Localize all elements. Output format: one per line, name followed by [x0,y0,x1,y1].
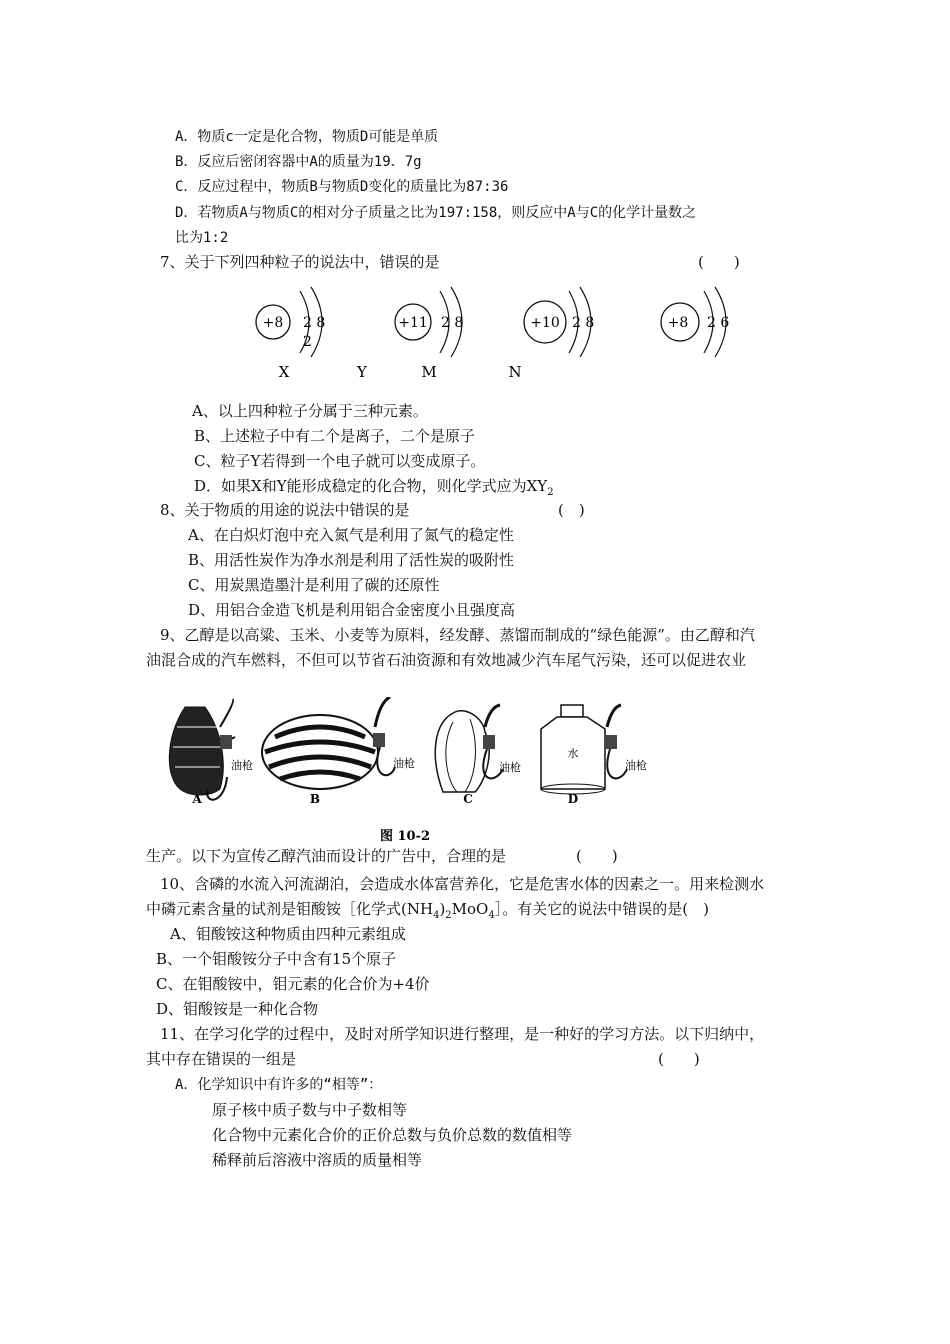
figure-item-c [435,705,521,806]
q8-answer-bracket: ( ) [558,501,585,519]
q8-option-c: C、用炭黑造墨汁是利用了碳的还原性 [188,576,440,594]
q6-option-b: B．反应后密闭容器中A的质量为19．7g [175,154,422,170]
q7-option-d: D．如果X和Y能形成稳定的化合物，则化学式应为$XY_2$ [194,477,554,498]
q9-answer-bracket: ( ) [576,847,618,865]
q11-answer-bracket: ( ) [658,1050,700,1068]
q9-line1: 9、乙醇是以高粱、玉米、小麦等为原料，经发酵、蒸馏而制成的“绿色能源”。由乙醇和汽 [160,626,755,644]
particle-x-extra: 2 [303,334,312,350]
particle-y-shells: 2 8 [441,315,464,331]
particle-n-diagram [661,287,729,357]
q7-option-b: B、上述粒子中有二个是离子，二个是原子 [194,427,476,445]
gun-label-d: 油枪 [625,759,647,772]
q10-line2: 中磷元素含量的试剂是钼酸铵［化学式$(NH_4)_2MoO_4]$。有关它的说法中错误的是( ) [146,900,709,921]
q11-option-a-item: 原子核中质子数与中子数相等 [212,1101,408,1119]
q6-option-d-line1: D．若物质A与物质C的相对分子质量之比为197:158，则反应中A与C的化学计量数之 [175,205,697,221]
gun-label-a: 油枪 [231,759,253,772]
figure-item-a [169,699,253,806]
bottle-water-label: 水 [567,747,579,760]
q6-option-c: C．反应过程中，物质B与物质D变化的质量比为87:36 [175,179,509,195]
item-label-c: C [463,792,473,806]
figure-item-b [262,697,415,806]
particle-n-nucleus: +8 [667,315,689,331]
q11-line1: 11、在学习化学的过程中，及时对所学知识进行整理，是一种好的学习方法。以下归纳中， [160,1025,765,1043]
q7-stem: 7、关于下列四种粒子的说法中，错误的是 [160,253,440,271]
q10-option-c: C、在钼酸铵中，钼元素的化合价为+4价 [156,975,430,993]
particle-m-diagram [524,287,594,357]
particle-y-diagram [395,287,463,357]
gun-label-c: 油枪 [499,761,521,774]
particle-label-y: Y [357,363,367,381]
q8-option-a: A、在白炽灯泡中充入氮气是利用了氮气的稳定性 [188,526,514,544]
q10-option-b: B、一个钼酸铵分子中含有15个原子 [156,950,397,968]
q7-option-c: C、粒子Y若得到一个电子就可以变成原子。 [194,452,486,470]
particle-x-diagram [256,287,325,357]
particle-label-x: X [278,363,290,381]
atom-structure-diagrams [0,285,950,385]
ethanol-ad-figure [165,697,685,847]
q6-option-a: A．物质c一定是化合物，物质D可能是单质 [175,129,439,145]
q8-option-d: D、用铝合金造飞机是利用铝合金密度小且强度高 [188,601,516,619]
q9-line2: 油混合成的汽车燃料，不但可以节省石油资源和有效地减少汽车尾气污染，还可以促进农业 [146,651,747,669]
q10-line1: 10、含磷的水流入河流湖泊，会造成水体富营养化，它是危害水体的因素之一。用来检测水 [160,875,765,893]
q6-option-d-line2: 比为1:2 [175,230,229,246]
particle-n-shells: 2 6 [707,315,730,331]
q11-line2: 其中存在错误的一组是 [146,1050,297,1068]
q9-line3: 生产。以下为宣传乙醇汽油而设计的广告中，合理的是 [146,847,507,865]
particle-m-shells: 2 8 [572,315,595,331]
figure-item-d [541,705,647,806]
item-label-a: A [192,792,202,806]
particle-x-shells: 2 8 [303,315,326,331]
gun-label-b: 油枪 [393,757,415,770]
q8-stem: 8、关于物质的用途的说法中错误的是 [160,501,410,519]
particle-label-m: M [421,363,437,381]
item-label-d: D [567,792,579,806]
particle-label-n: N [508,363,522,381]
q7-option-a: A、以上四种粒子分属于三种元素。 [192,402,428,420]
q10-option-d: D、钼酸铵是一种化合物 [156,1000,319,1018]
q10-option-a: A、钼酸铵这种物质由四种元素组成 [170,925,406,943]
particle-x-nucleus: +8 [262,315,284,331]
q8-option-b: B、用活性炭作为净水剂是利用了活性炭的吸附性 [188,551,515,569]
figure-caption: 图 10-2 [379,829,431,844]
q7-answer-bracket: ( ) [698,253,740,271]
q11-option-a-item: 化合物中元素化合价的正价总数与负价总数的数值相等 [212,1126,573,1144]
q11-option-a-head: A．化学知识中有许多的“相等”： [175,1077,383,1093]
particle-m-nucleus: +10 [530,315,560,331]
item-label-b: B [309,792,321,806]
q11-option-a-item: 稀释前后溶液中溶质的质量相等 [212,1151,423,1169]
particle-y-nucleus: +11 [398,315,428,331]
